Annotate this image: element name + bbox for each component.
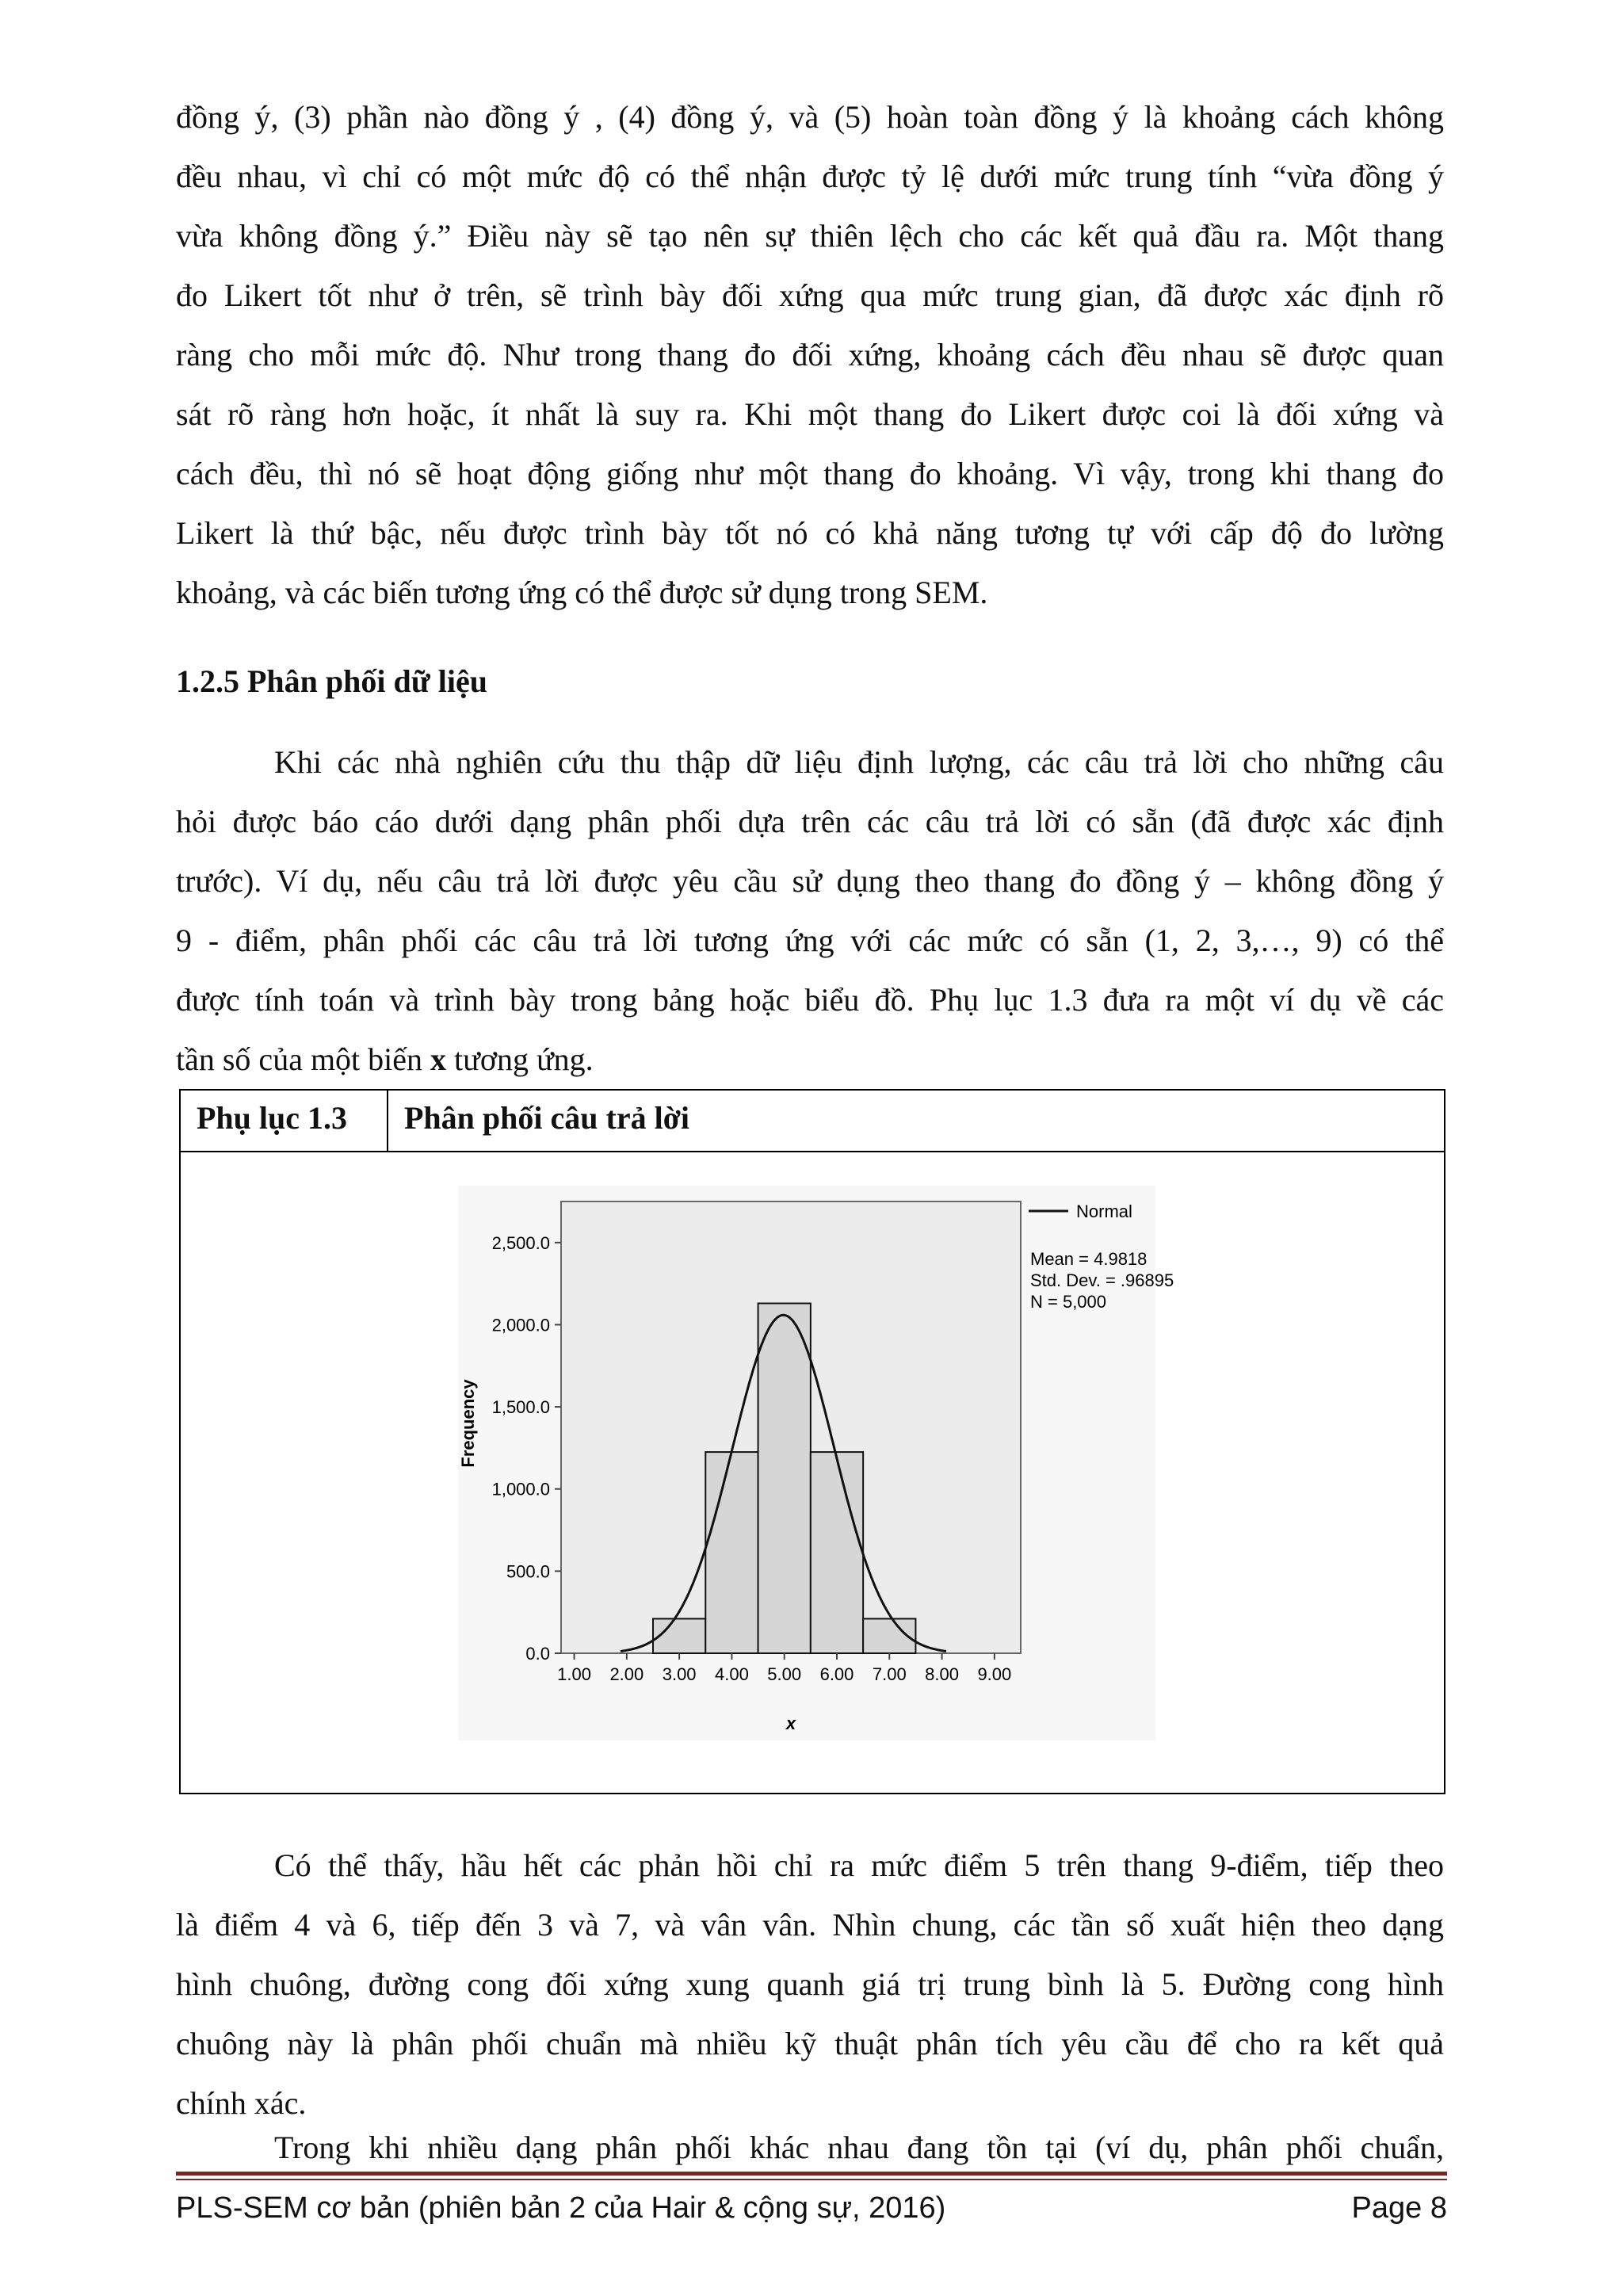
y-axis-title: Frequency <box>458 1379 478 1468</box>
y-tick-label: 500.0 <box>506 1561 550 1582</box>
histogram-chart <box>458 1186 1174 1740</box>
footer-title: PLS-SEM cơ bản (phiên bản 2 của Hair & cộng sự, 2016) <box>176 2191 946 2225</box>
text-line: cách đều, thì nó sẽ hoạt động giống như một thang đo khoảng. Vì vậy, trong khi thang đo <box>176 456 1444 491</box>
x-tick-label: 1.00 <box>557 1664 591 1684</box>
footer-rule-thin <box>176 2179 1447 2180</box>
text-line: Likert là thứ bậc, nếu được trình bày tốt nó có khả năng tương tự với cấp độ đo lường <box>176 515 1444 551</box>
section-heading: 1.2.5 Phân phối dữ liệu <box>176 663 488 699</box>
x-tick-label: 2.00 <box>609 1664 644 1684</box>
x-tick-label: 6.00 <box>819 1664 854 1684</box>
text-line: là điểm 4 và 6, tiếp đến 3 và 7, và vân vân. Nhìn chung, các tần số xuất hiện theo dạng <box>176 1907 1444 1943</box>
text-line: đồng ý, (3) phần nào đồng ý , (4) đồng ý, và (5) hoàn toàn đồng ý là khoảng cách không <box>176 99 1444 135</box>
paragraph-3 <box>176 1836 1444 2133</box>
stat-std-dev: Std. Dev. = .96895 <box>1030 1270 1174 1290</box>
text-line: Có thể thấy, hầu hết các phản hồi chỉ ra mức điểm 5 trên thang 9-điểm, tiếp theo <box>274 1847 1444 1883</box>
footer-rule <box>176 2172 1447 2176</box>
text-fragment: tần số của một biến <box>176 1041 431 1077</box>
figure-header <box>181 1091 1444 1152</box>
text-line: đều nhau, vì chỉ có một mức độ có thể nhận được tỷ lệ dưới mức trung tính “vừa đồng ý <box>176 159 1444 194</box>
text-line: Trong khi nhiều dạng phân phối khác nhau đang tồn tại (ví dụ, phân phối chuẩn, <box>274 2130 1444 2165</box>
text-line: chính xác. <box>176 2085 307 2121</box>
text-line: hình chuông, đường cong đối xứng xung quanh giá trị trung bình là 5. Đường cong hình <box>176 1966 1444 2002</box>
text-line: khoảng, và các biến tương ứng có thể được sử dụng trong SEM. <box>176 575 988 610</box>
text-line: 9 - điểm, phân phối các câu trả lời tương ứng với các mức có sẵn (1, 2, 3,…, 9) có thể <box>176 923 1444 958</box>
text-line: chuông này là phân phối chuẩn mà nhiều kỹ thuật phân tích yêu cầu để cho ra kết quả <box>176 2026 1444 2061</box>
y-tick-label: 1,000.0 <box>491 1479 550 1499</box>
page-number: Page 8 <box>1351 2191 1447 2225</box>
text-line: ràng cho mỗi mức độ. Như trong thang đo đối xứng, khoảng cách đều nhau sẽ được quan <box>176 337 1444 372</box>
legend-label: Normal <box>1076 1201 1132 1221</box>
histogram-bar <box>758 1304 811 1653</box>
text-line: hỏi được báo cáo dưới dạng phân phối dựa trên các câu trả lời có sẵn (đã được xác định <box>176 804 1444 839</box>
text-line: đo Likert tốt như ở trên, sẽ trình bày đối xứng qua mức trung gian, đã được xác định rõ <box>176 277 1444 313</box>
y-tick-label: 2,000.0 <box>491 1315 550 1335</box>
paragraph-4 <box>176 2118 1444 2177</box>
stat-n: N = 5,000 <box>1030 1292 1107 1312</box>
figure-label: Phụ lục 1.3 <box>181 1091 388 1151</box>
x-tick-label: 4.00 <box>715 1664 749 1684</box>
histogram-bar <box>705 1452 758 1653</box>
paragraph-1 <box>176 87 1444 622</box>
x-tick-label: 3.00 <box>662 1664 697 1684</box>
text-line: trước). Ví dụ, nếu câu trả lời được yêu cầu sử dụng theo thang đo đồng ý – không đồng ý <box>176 863 1444 899</box>
x-tick-label: 9.00 <box>977 1664 1012 1684</box>
y-tick-label: 1,500.0 <box>491 1397 550 1418</box>
figure-title: Phân phối câu trả lời <box>404 1100 689 1136</box>
paragraph-2 <box>176 732 1444 1089</box>
text-line: vừa không đồng ý.” Điều này sẽ tạo nên sự thiên lệch cho các kết quả đầu ra. Một thang <box>176 218 1444 254</box>
histogram-bar <box>811 1452 863 1653</box>
x-axis-title: x <box>785 1713 796 1733</box>
text-line: Khi các nhà nghiên cứu thu thập dữ liệu định lượng, các câu trả lời cho những câu <box>274 744 1444 780</box>
x-tick-label: 7.00 <box>872 1664 907 1684</box>
stat-mean: Mean = 4.9818 <box>1030 1249 1148 1269</box>
histogram-svg <box>458 1186 1174 1740</box>
x-tick-label: 5.00 <box>767 1664 802 1684</box>
text-fragment: tương ứng. <box>446 1041 594 1077</box>
y-tick-label: 0.0 <box>525 1644 550 1664</box>
text-line: sát rõ ràng hơn hoặc, ít nhất là suy ra. Khi một thang đo Likert được coi là đối xứng và <box>176 396 1444 432</box>
y-tick-label: 2,500.0 <box>491 1232 550 1253</box>
text-line <box>176 1030 1444 1089</box>
x-tick-label: 8.00 <box>925 1664 959 1684</box>
text-line: được tính toán và trình bày trong bảng hoặc biểu đồ. Phụ lục 1.3 đưa ra một ví dụ về các <box>176 982 1444 1018</box>
variable-x: x <box>430 1041 447 1077</box>
figure-box <box>179 1089 1445 1794</box>
